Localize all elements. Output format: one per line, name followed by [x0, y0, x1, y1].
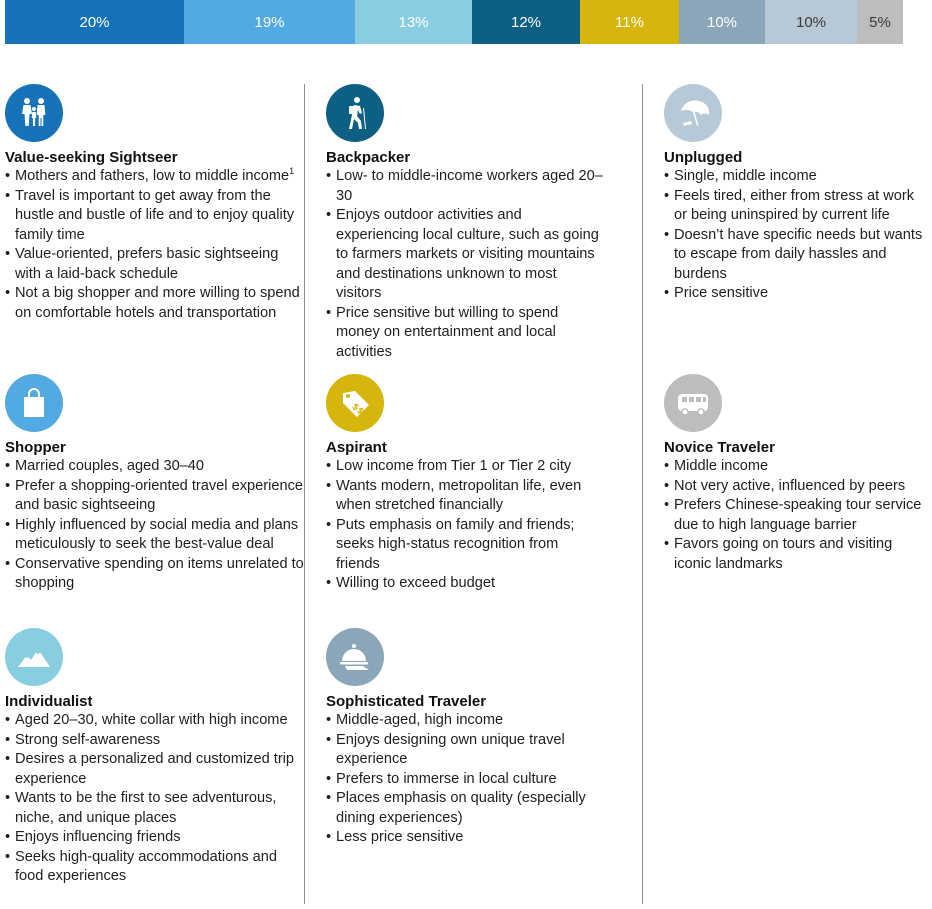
point-text: Price sensitive but willing to spend money on entertainment and local activities — [336, 304, 559, 360]
segment-point — [5, 284, 305, 323]
segment-point — [664, 226, 929, 285]
share-label: 10% — [795, 13, 827, 31]
segment-point — [5, 789, 305, 828]
segment-card-backpacker — [326, 84, 606, 362]
segment-title: Individualist — [5, 693, 93, 710]
point-text: Conservative spending on items unrelated to shopping — [15, 555, 304, 591]
segment-point — [5, 848, 305, 887]
segment-title: Shopper — [5, 439, 66, 456]
segment-point — [5, 750, 305, 789]
share-segment — [580, 0, 679, 44]
point-text: Wants to be the first to see adventurous, niche, and unique places — [15, 790, 277, 826]
segment-points — [664, 457, 929, 574]
segment-point — [326, 304, 606, 363]
segment-point — [326, 731, 606, 770]
share-label: 12% — [510, 13, 542, 31]
segment-card-novice-traveler — [664, 374, 929, 574]
point-text: Enjoys outdoor activities and experiencing local culture, such as going to farmers markets or visiting mountains and destinations unknown to most visitors — [336, 207, 599, 301]
point-text: Low- to middle-income workers aged 20–30 — [336, 168, 603, 204]
point-text: Prefers Chinese-speaking tour service due to high language barrier — [674, 497, 922, 533]
point-text: Price sensitive — [674, 285, 769, 301]
share-segment — [857, 0, 903, 44]
segment-point — [5, 516, 305, 555]
footnote-marker: 1 — [289, 166, 295, 177]
segment-card-sophisticated-traveler — [326, 628, 606, 848]
point-text: Middle income — [674, 458, 769, 474]
segment-title: Sophisticated Traveler — [326, 693, 487, 710]
segment-point — [664, 477, 929, 497]
segment-title: Backpacker — [326, 149, 411, 166]
point-text: Wants modern, metropolitan life, even when stretched financially — [336, 477, 582, 513]
point-text: Prefers to immerse in local culture — [336, 770, 557, 787]
svg-text:$$: $$ — [349, 401, 366, 418]
segment-points — [664, 167, 929, 304]
segment-points — [5, 457, 305, 594]
point-text: Single, middle income — [674, 168, 817, 184]
segment-point — [326, 574, 606, 594]
share-segment — [679, 0, 765, 44]
point-text: Enjoys influencing friends — [15, 829, 181, 845]
point-text: Mothers and fathers, low to middle income$^1$ — [15, 166, 295, 184]
segment-card-aspirant — [326, 374, 606, 594]
segment-point — [5, 245, 305, 284]
segment-point — [326, 770, 606, 790]
segment-point — [5, 477, 305, 516]
point-text: Low income from Tier 1 or Tier 2 city — [336, 458, 572, 474]
segment-card-value-seeking-sightseer — [5, 84, 305, 323]
mountain-icon — [5, 628, 63, 686]
price-tag-icon — [326, 374, 384, 432]
segment-title: Aspirant — [326, 439, 387, 456]
segment-points — [326, 457, 606, 594]
point-text: Places emphasis on quality (especially dining experiences) — [336, 790, 586, 826]
point-text: Favors going on tours and visiting iconic landmarks — [674, 536, 893, 572]
point-text: Enjoys designing own unique travel experience — [336, 731, 565, 767]
segment-point — [326, 828, 606, 848]
column-divider — [642, 84, 643, 904]
point-text: Less price sensitive — [336, 829, 464, 845]
family-icon — [5, 84, 63, 142]
share-segment — [472, 0, 580, 44]
share-segment — [184, 0, 355, 44]
share-label: 19% — [254, 13, 285, 31]
segment-point — [664, 167, 929, 187]
point-text: Middle-aged, high income — [336, 712, 504, 728]
segment-point — [5, 731, 305, 751]
point-text: Doesn’t have specific needs but wants to escape from daily hassles and burdens — [674, 226, 923, 282]
point-text: Value-oriented, prefers basic sightseeing with a laid-back schedule — [15, 246, 279, 282]
hiker-icon — [326, 84, 384, 142]
share-bar — [5, 0, 903, 44]
segment-point — [5, 167, 305, 187]
segment-points — [326, 711, 606, 848]
share-segment — [765, 0, 857, 44]
point-text: Prefer a shopping-oriented travel experience and basic sightseeing — [15, 477, 303, 513]
segment-point — [326, 711, 606, 731]
point-text: Aged 20–30, white collar with high income — [15, 712, 288, 728]
point-text: Highly influenced by social media and plans meticulously to seek the best-value deal — [15, 516, 299, 552]
segment-points — [5, 711, 305, 887]
segment-point — [664, 457, 929, 477]
shopping-bag-icon — [5, 374, 63, 432]
point-text: Willing to exceed budget — [336, 575, 496, 591]
point-text: Feels tired, either from stress at work or being uninspired by current life — [674, 187, 915, 223]
segment-point — [5, 457, 305, 477]
segment-point — [664, 284, 929, 304]
tour-bus-icon — [664, 374, 722, 432]
point-text: Not a big shopper and more willing to spend on comfortable hotels and transportation — [15, 285, 300, 321]
point-text: Strong self-awareness — [15, 731, 161, 748]
segment-point — [664, 187, 929, 226]
segment-card-shopper — [5, 374, 305, 594]
share-label: 5% — [869, 13, 891, 31]
point-text: Seeks high-quality accommodations and food experiences — [15, 848, 278, 884]
share-label: 13% — [398, 13, 429, 31]
segment-point — [326, 477, 606, 516]
segment-card-individualist — [5, 628, 305, 887]
segment-point — [664, 496, 929, 535]
segment-point — [5, 828, 305, 848]
point-text: Married couples, aged 30–40 — [15, 458, 205, 474]
share-label: 10% — [706, 13, 738, 31]
segment-title: Unplugged — [664, 149, 743, 166]
segment-title: Novice Traveler — [664, 439, 775, 456]
point-text: Desires a personalized and customized trip experience — [15, 751, 295, 787]
beach-umbrella-icon — [664, 84, 722, 142]
serving-cloche-icon — [326, 628, 384, 686]
segment-point — [5, 187, 305, 246]
segment-point — [326, 789, 606, 828]
segment-point — [326, 457, 606, 477]
share-label: 20% — [79, 13, 110, 31]
segment-point — [664, 535, 929, 574]
segment-points — [326, 167, 606, 362]
segment-point — [326, 206, 606, 304]
segment-card-unplugged — [664, 84, 929, 304]
point-text: Travel is important to get away from the hustle and bustle of life and to enjoy quality family time — [15, 187, 295, 243]
segment-points — [5, 167, 305, 323]
share-segment — [5, 0, 184, 44]
segment-point — [326, 167, 606, 206]
segment-title: Value-seeking Sightseer — [5, 149, 178, 166]
segment-point — [326, 516, 606, 575]
segment-point — [5, 555, 305, 594]
point-text: Puts emphasis on family and friends; seeks high-status recognition from friends — [336, 516, 575, 572]
segment-point — [5, 711, 305, 731]
share-segment — [355, 0, 472, 44]
share-label: 11% — [615, 13, 644, 31]
point-text: Not very active, influenced by peers — [674, 477, 906, 494]
